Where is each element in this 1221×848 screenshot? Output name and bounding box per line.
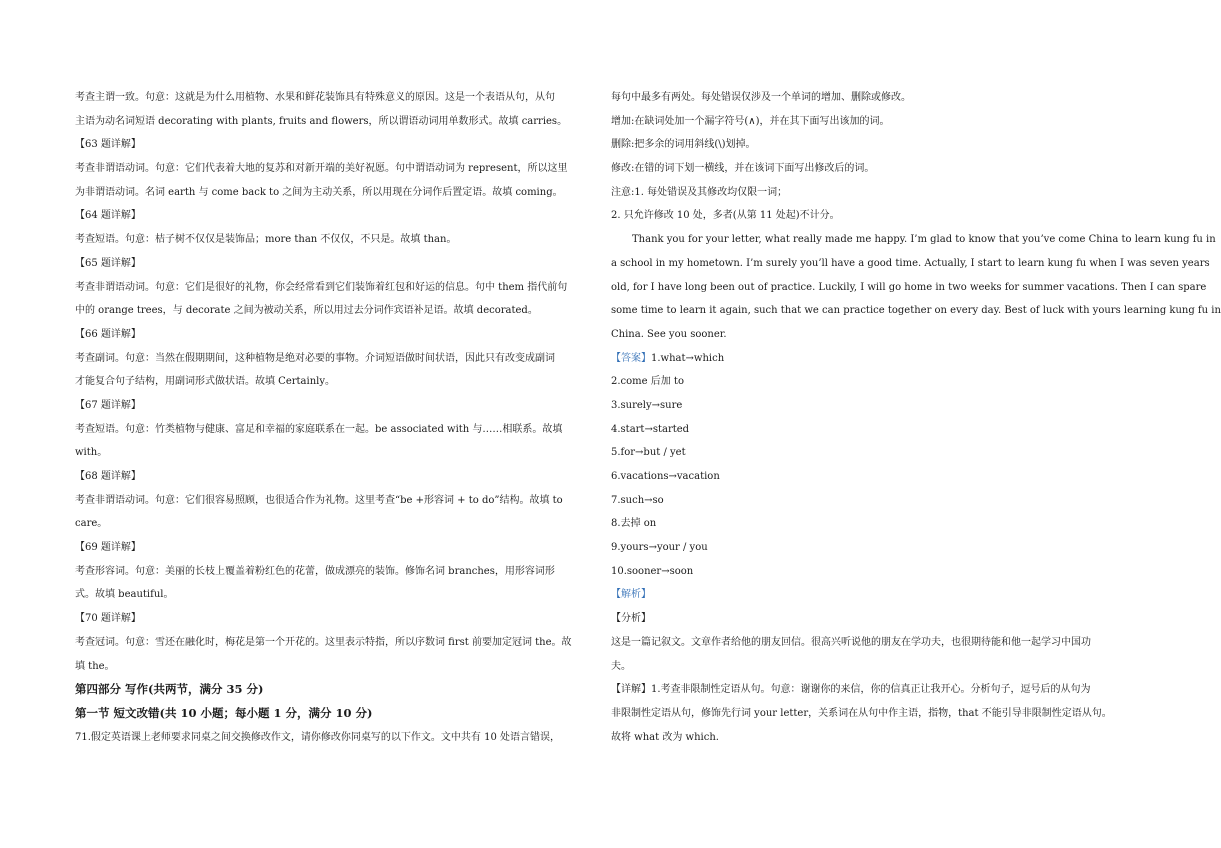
explanation-line: 中的 orange trees，与 decorate 之间为被动关系，所以用过去分词作宾语补足语。故填 decorated。	[75, 305, 538, 317]
detail-line: 非限制性定语从句，修饰先行词 your letter，关系词在从句中作主语，指物，that 不能引导非限制性定语从句。	[611, 707, 1112, 719]
answer-item: 8.去掉 on	[611, 518, 657, 530]
explanation-line: 式。故填 beautiful。	[75, 589, 174, 601]
answer-item: 7.such→so	[611, 494, 664, 506]
rule-line: 删除:把多余的词用斜线(\)划掉。	[611, 139, 756, 151]
subsection-title: 第一节 短文改错(共 10 小题；每小题 1 分，满分 10 分)	[75, 705, 373, 720]
question-heading: 【64 题详解】	[75, 210, 141, 222]
detail-line: 故将 what 改为 which.	[611, 731, 719, 743]
question-intro: 71.假定英语课上老师要求同桌之间交换修改作文，请你修改你同桌写的以下作文。文中共有 10 处语言错误，	[75, 731, 560, 743]
passage-line: old, for I have long been out of practice. Luckily, I will go home in two weeks for summer vacations. Then I can spare	[611, 281, 1207, 293]
answer-item: 1.what→which	[651, 352, 725, 364]
explanation-line: 填 the。	[75, 660, 115, 672]
explanation-line: with。	[75, 447, 108, 459]
answer-item: 2.come 后加 to	[611, 376, 684, 388]
explanation-line: 考查副词。句意：当然在假期期间，这种植物是绝对必要的事物。介词短语做时间状语，因此只有改变成副词	[75, 352, 555, 364]
explanation-line: 考查形容词。句意：美丽的长枝上覆盖着粉红色的花蕾，做成漂亮的装饰。修饰名词 branches，用形容词形	[75, 565, 555, 577]
rule-line: 增加:在缺词处加一个漏字符号(∧)，并在其下面写出该加的词。	[611, 115, 890, 127]
answer-item: 5.for→but / yet	[611, 447, 686, 459]
analysis-line: 夫。	[611, 660, 631, 672]
answer-label: 【答案】	[611, 352, 651, 364]
answer-item: 4.start→started	[611, 423, 690, 435]
section-title: 第四部分 写作(共两节，满分 35 分)	[75, 682, 264, 697]
right-column	[611, 86, 1221, 749]
explanation-line: 考查非谓语动词。句意：它们代表着大地的复苏和对新开端的美好祝愿。句中谓语动词为 represent，所以这里	[75, 163, 568, 175]
question-heading: 【69 题详解】	[75, 542, 141, 554]
question-heading: 【67 题详解】	[75, 399, 141, 411]
rule-line: 2. 只允许修改 10 处，多者(从第 11 处起)不计分。	[611, 210, 840, 222]
question-heading: 【65 题详解】	[75, 257, 141, 269]
explanation-line: 考查短语。句意：竹类植物与健康、富足和幸福的家庭联系在一起。be associated with 与……相联系。故填	[75, 423, 563, 435]
question-heading: 【70 题详解】	[75, 613, 141, 625]
analysis-line: 这是一篇记叙文。文章作者给他的朋友回信。很高兴听说他的朋友在学功夫，也很期待能和他一起学习中国功	[611, 636, 1091, 648]
question-heading: 【66 题详解】	[75, 328, 141, 340]
passage-line: some time to learn it again, such that we can practice together on every day. Best of luck with yours learning kung fu in	[611, 305, 1221, 317]
explanation-line: 考查非谓语动词。句意：它们是很好的礼物，你会经常看到它们装饰着红包和好运的信息。句中 them 指代前句	[75, 281, 568, 293]
passage-line: China. See you sooner.	[611, 328, 727, 340]
rule-line: 注意:1. 每处错误及其修改均仅限一词；	[611, 186, 788, 198]
detail-line: 【详解】1.考查非限制性定语从句。句意：谢谢你的来信，你的信真正让我开心。分析句子，逗号后的从句为	[611, 684, 1091, 696]
answer-item: 10.sooner→soon	[611, 565, 694, 577]
explanation-line: care。	[75, 518, 108, 530]
passage-line: a school in my hometown. I’m surely you’ll have a good time. Actually, I start to learn kung fu when I was seven years	[611, 257, 1210, 269]
rule-line: 修改:在错的词下划一横线，并在该词下面写出修改后的词。	[611, 163, 875, 175]
question-heading: 【63 题详解】	[75, 139, 141, 151]
answer-item: 6.vacations→vacation	[611, 471, 720, 482]
rule-line: 每句中最多有两处。每处错误仅涉及一个单词的增加、删除或修改。	[611, 92, 911, 103]
explanation-line: 为非谓语动词。名词 earth 与 come back to 之间为主动关系，所以用现在分词作后置定语。故填 coming。	[75, 186, 563, 198]
left-column	[75, 86, 595, 749]
analysis-heading: 【分析】	[611, 613, 651, 625]
explanation-line: 考查非谓语动词。句意：它们很容易照顾，也很适合作为礼物。这里考查“be +形容词 + to do”结构。故填 to	[75, 494, 563, 506]
answer-line	[611, 347, 1131, 371]
explanation-line: 才能复合句子结构，用副词形式做状语。故填 Certainly。	[75, 376, 335, 388]
question-heading: 【68 题详解】	[75, 471, 141, 482]
explanation-line: 考查主谓一致。句意：这就是为什么用植物、水果和鲜花装饰具有特殊意义的原因。这是一个表语从句，从句	[75, 92, 555, 103]
analysis-label: 【解析】	[611, 589, 651, 601]
answer-item: 3.surely→sure	[611, 399, 683, 411]
explanation-line: 考查短语。句意：桔子树不仅仅是装饰品；more than 不仅仅，不只是。故填 than。	[75, 234, 457, 246]
answer-item: 9.yours→your / you	[611, 542, 708, 554]
explanation-line: 考查冠词。句意：雪还在融化时，梅花是第一个开花的。这里表示特指，所以序数词 first 前要加定冠词 the。故	[75, 636, 572, 648]
explanation-line: 主语为动名词短语 decorating with plants, fruits and flowers，所以谓语动词用单数形式。故填 carries。	[75, 115, 568, 127]
passage-line: Thank you for your letter, what really made me happy. I’m glad to know that you’ve come China to learn kung fu in	[632, 234, 1216, 246]
